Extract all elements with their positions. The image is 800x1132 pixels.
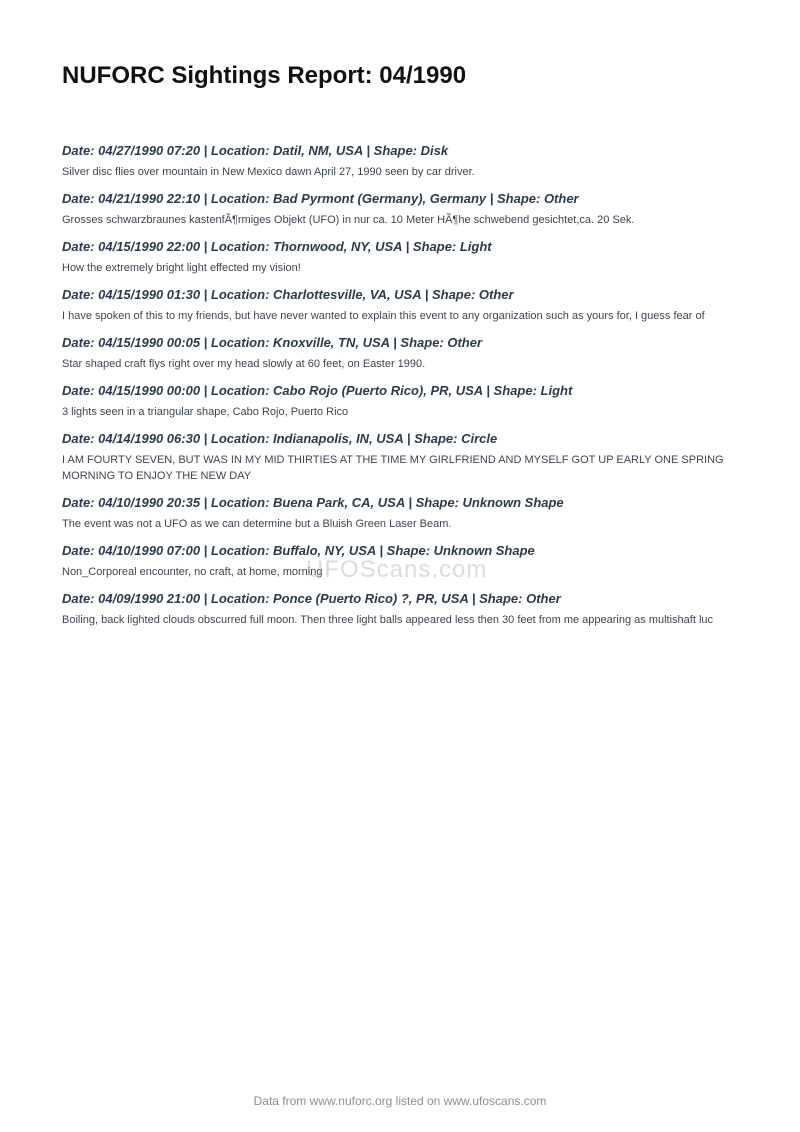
- sighting-header: Date: 04/10/1990 07:00 | Location: Buffalo, NY, USA | Shape: Unknown Shape: [62, 543, 535, 558]
- sighting-description: Non_Corporeal encounter, no craft, at home, morning: [62, 566, 323, 578]
- footer-credit: Data from www.nuforc.org listed on www.ufoscans.com: [253, 1094, 547, 1108]
- sighting-header: Date: 04/15/1990 00:05 | Location: Knoxville, TN, USA | Shape: Other: [62, 335, 483, 350]
- sighting-description: I have spoken of this to my friends, but have never wanted to explain this event to any organization such as yours for, I guess fear of: [62, 310, 705, 322]
- sighting-entry: [62, 191, 738, 228]
- sighting-entry: [62, 543, 738, 580]
- sighting-entry: [62, 335, 738, 372]
- sighting-header: Date: 04/10/1990 20:35 | Location: Buena Park, CA, USA | Shape: Unknown Shape: [62, 495, 564, 510]
- sighting-description: I AM FOURTY SEVEN, BUT WAS IN MY MID THIRTIES AT THE TIME MY GIRLFRIEND AND MYSELF GOT UP EARLY ONE SPRING MORNING TO ENJOY THE NEW DAY: [62, 454, 724, 482]
- sighting-header: Date: 04/15/1990 22:00 | Location: Thornwood, NY, USA | Shape: Light: [62, 239, 492, 254]
- sighting-entry: [62, 287, 738, 324]
- sighting-header: Date: 04/27/1990 07:20 | Location: Datil, NM, USA | Shape: Disk: [62, 143, 449, 158]
- sighting-header: Date: 04/15/1990 01:30 | Location: Charlottesville, VA, USA | Shape: Other: [62, 287, 514, 302]
- sighting-entry: [62, 143, 738, 180]
- watermark: UFOScans.com: [306, 556, 488, 583]
- sighting-description: Grosses schwarzbraunes kastenfÃ¶rmiges Objekt (UFO) in nur ca. 10 Meter HÃ¶he schwebend gesichtet,ca. 20 Sek.: [62, 214, 635, 226]
- sighting-description: The event was not a UFO as we can determine but a Bluish Green Laser Beam.: [62, 518, 452, 530]
- sighting-entry: [62, 431, 738, 484]
- page-title: NUFORC Sightings Report: 04/1990: [62, 62, 467, 89]
- sighting-description: Silver disc flies over mountain in New Mexico dawn April 27, 1990 seen by car driver.: [62, 166, 475, 178]
- sighting-header: Date: 04/15/1990 00:00 | Location: Cabo Rojo (Puerto Rico), PR, USA | Shape: Light: [62, 383, 573, 398]
- sightings-list: [62, 143, 738, 639]
- sighting-description: Star shaped craft flys right over my head slowly at 60 feet, on Easter 1990.: [62, 358, 426, 370]
- sighting-entry: [62, 383, 738, 420]
- sighting-entry: [62, 591, 738, 628]
- sighting-header: Date: 04/21/1990 22:10 | Location: Bad Pyrmont (Germany), Germany | Shape: Other: [62, 191, 579, 206]
- sighting-entry: [62, 495, 738, 532]
- sighting-header: Date: 04/09/1990 21:00 | Location: Ponce (Puerto Rico) ?, PR, USA | Shape: Other: [62, 591, 561, 606]
- sighting-entry: [62, 239, 738, 276]
- sighting-description: How the extremely bright light effected my vision!: [62, 262, 301, 274]
- sighting-header: Date: 04/14/1990 06:30 | Location: Indianapolis, IN, USA | Shape: Circle: [62, 431, 498, 446]
- sighting-description: 3 lights seen in a triangular shape, Cabo Rojo, Puerto Rico: [62, 406, 349, 418]
- sighting-description: Boiling, back lighted clouds obscurred full moon. Then three light balls appeared less then 30 feet from me appearing as multishaft luc: [62, 614, 714, 626]
